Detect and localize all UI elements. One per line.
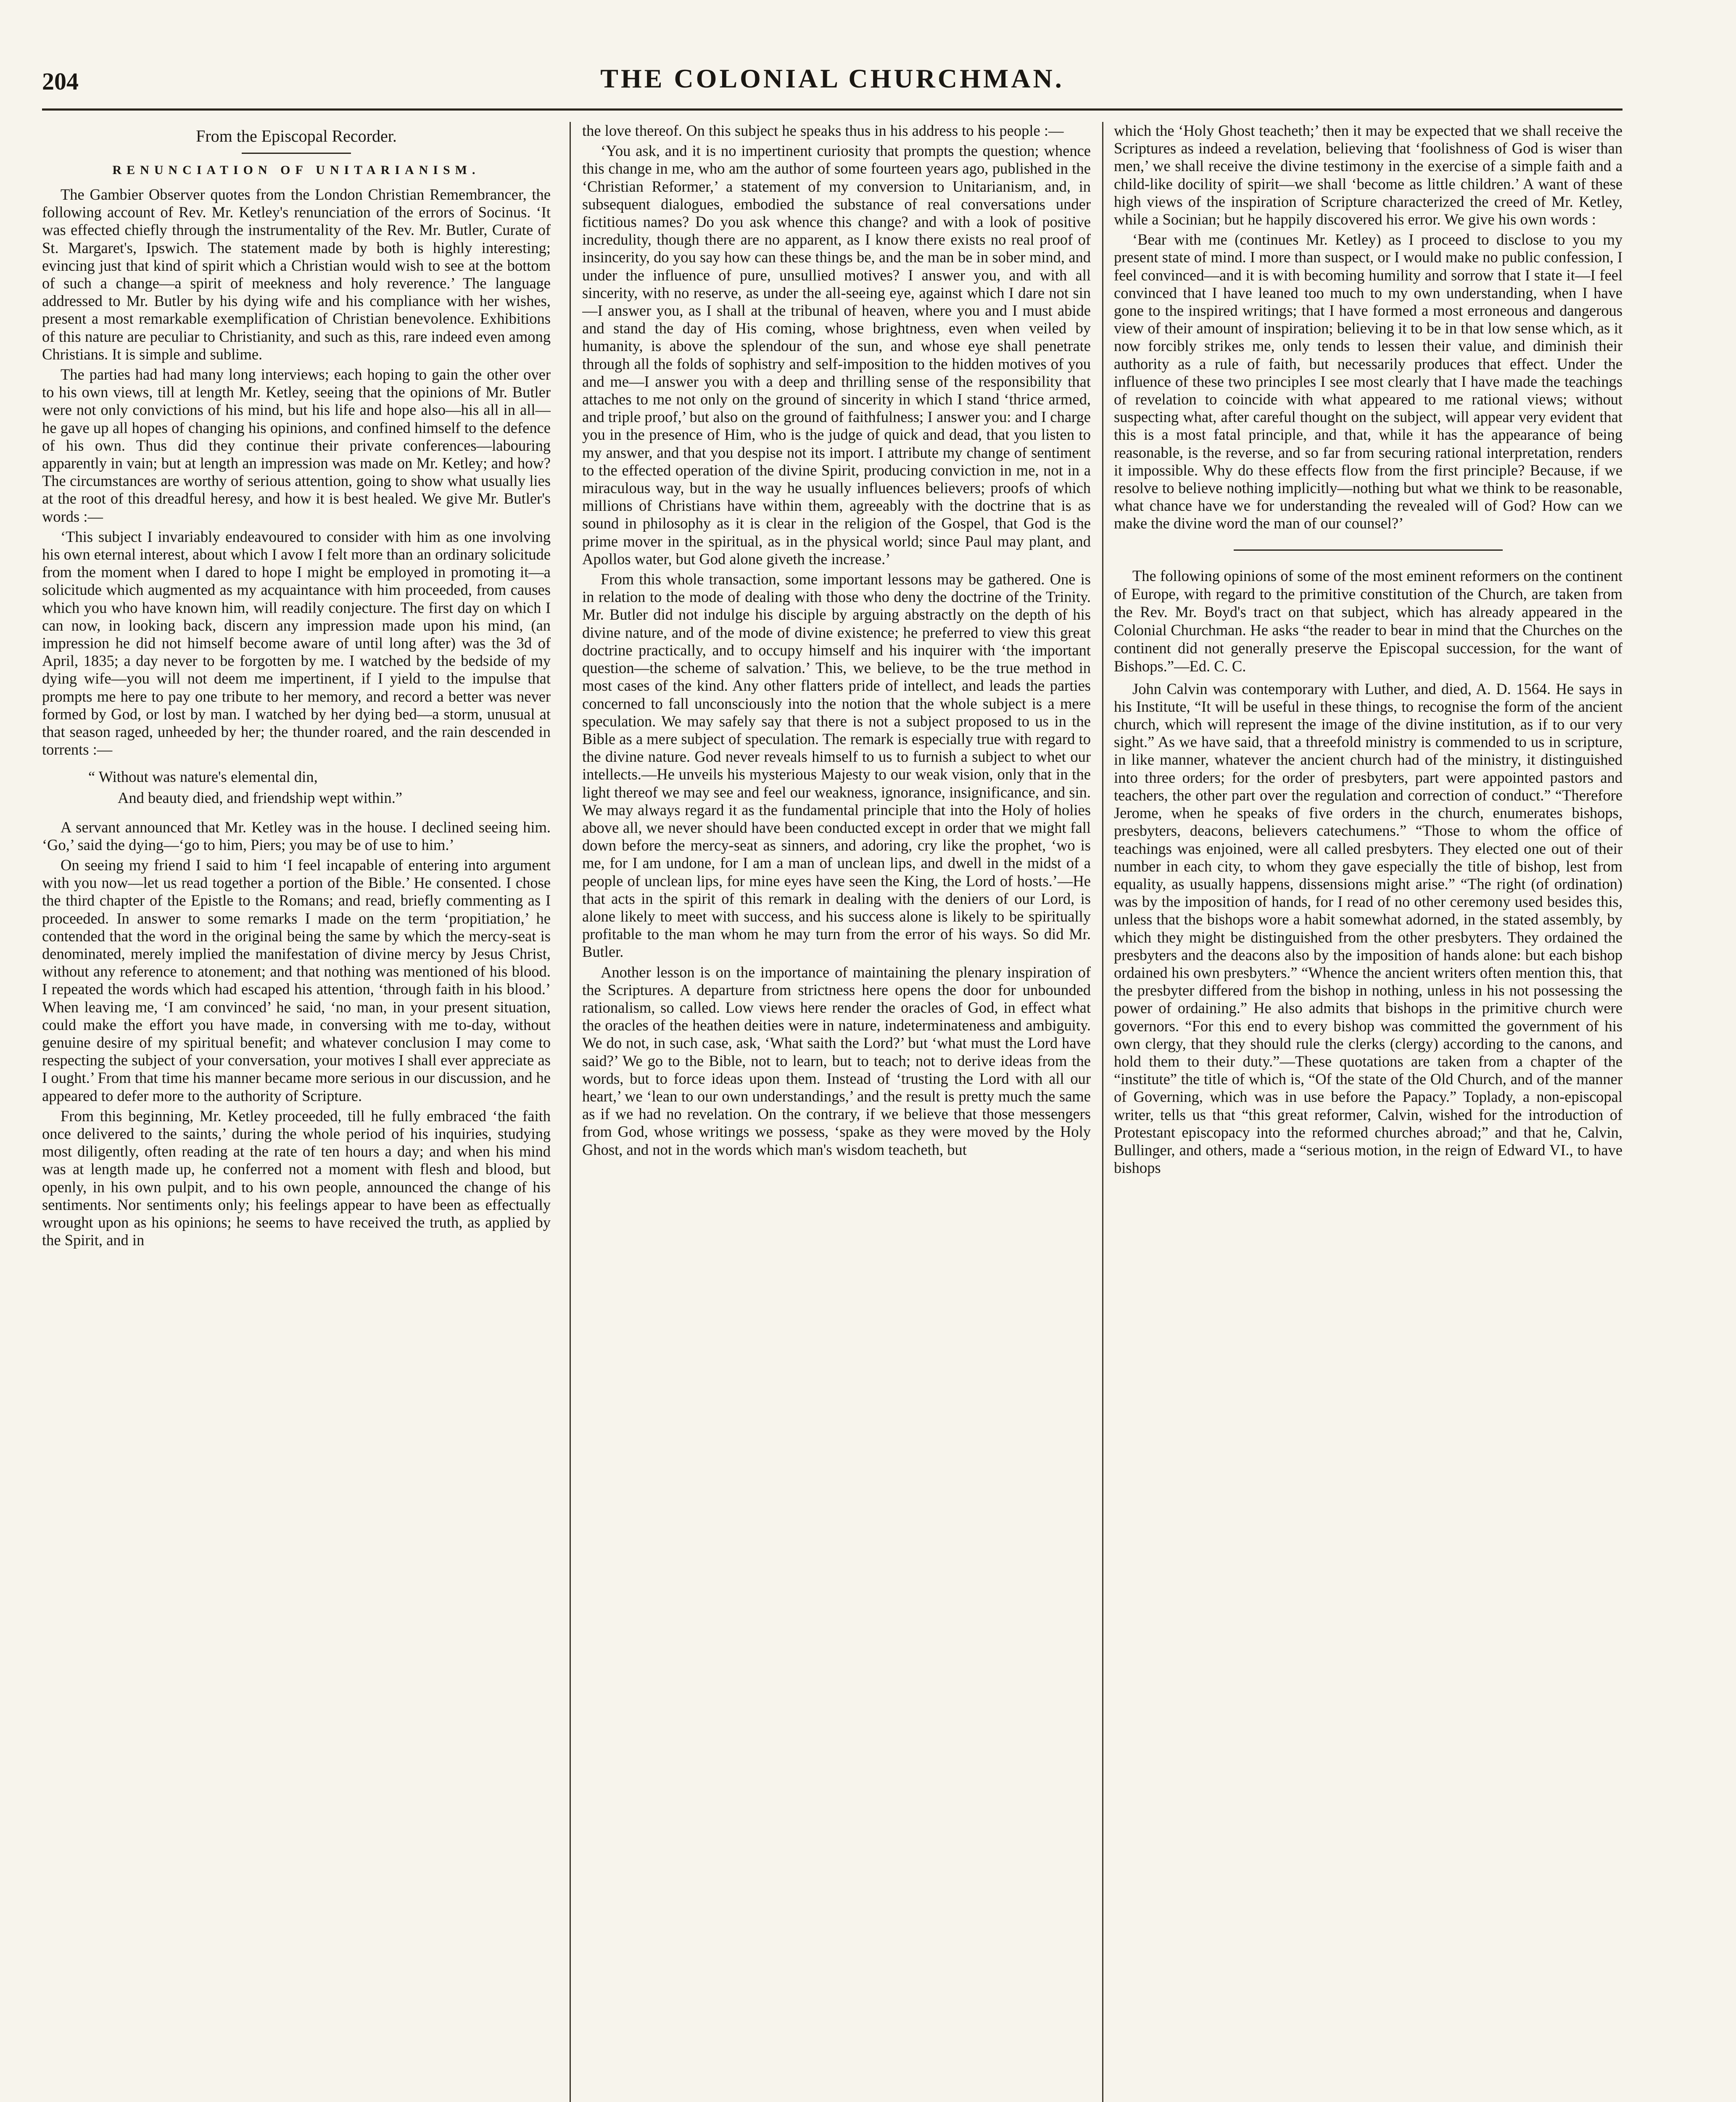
paragraph: On seeing my friend I said to him ‘I feel incapable of entering into argument with you now—let us read together a portion of the Bible.’ He consented. I chose the third chapter of the Epistle to the Romans; and read, briefly commenting as I proceeded. In answer to some remarks I made on the term ‘propitiation,’ he contended that the word in the original being the same by which the mercy-seat is denominated, merely implied the manifestation of divine mercy by Jesus Christ, without any reference to atonement; and that nothing was mentioned of his blood. I repeated the words which had escaped his attention, ‘through faith in his blood.’ When leaving me, ‘I am convinced’ he said, ‘no man, in your present situation, could make the effort you have made, in conversing with me to-day, without genuine desire of my spiritual benefit; and whatever conclusion I may come to respecting the subject of your conversation, your motives I shall ever appreciate as I ought.’ From that time his manner became more serious in our discussion, and he appeared to defer more to the authority of Scripture. (42, 856, 551, 1104)
paragraph: ‘You ask, and it is no impertinent curiosity that prompts the question; whence this change in me, who am the author of some fourteen years ago, published in the ‘Christian Reformer,’ a statement of my conversion to Unitarianism, and, in subsequent dialogues, embodied the substance of real conversations under fictitious names? Do you ask whence this change? and with a look of positive incredulity, though there are no apparent, as I know there exists no real proof of insincerity, do you say how can these things be, and the man be in sober mind, and under the influence of pure, unsullied motives? I answer you, and with all sincerity, with no reserve, as under the all-seeing eye, against which I dare not sin—I answer you, as I shall at the tribunal of heaven, where you and I must abide and stand the day of His coming, whose brightness, even when veiled by humanity, is above the splendour of the sun, and whose eye shall penetrate through all the folds of sophistry and self-imposition to the hidden motives of you and me—I answer you with a deep and thrilling sense of the responsibility that attaches to me not only on the ground of sincerity in which I stand ‘thrice armed, and triple proof,’ but also on the ground of faithfulness; I answer you: and I charge you in the presence of Him, who is the judge of quick and dead, that you listen to my answer, and that you despise not its import. I attribute my change of sentiment to the effected operation of the divine Spirit, producing conviction in me, not in a miraculous way, but in the way he usually influences believers; proofs of which millions of Christians have within them, agreeably with the doctrine that is as sound in philosophy as it is clear in the religion of the Gospel, that God is the prime mover in the spiritual, as in the physical world; since Paul may plant, and Apollos water, but God alone giveth the increase.’ (582, 142, 1091, 568)
header-rule (42, 108, 1623, 111)
verse-line: And beauty died, and friendship wept within.” (118, 789, 403, 806)
paragraph: the love thereof. On this subject he speaks thus in his address to his people :— (582, 122, 1064, 139)
verse-quote (88, 766, 551, 808)
running-title: THE COLONIAL CHURCHMAN. (600, 63, 1064, 93)
short-rule (242, 153, 351, 154)
paragraph: A servant announced that Mr. Ketley was in the house. I declined seeing him. ‘Go,’ said the dying—‘go to him, Piers; you may be of use to him.’ (42, 818, 551, 853)
paragraph: ‘Bear with me (continues Mr. Ketley) as I proceed to disclose to you my present state of mind. I more than suspect, or I would make no public confession, I feel convinced—and it is with becoming humility and sorrow that I state it—I feel convinced that I have leaned too much to my own understanding, when I have gone to the inspired writings; that I have formed a most erroneous and dangerous view of their amount of inspiration; believing it to be in that low sense which, as it now forcibly strikes me, only tends to lessen their value, and diminish their authority as a rule of faith, but necessarily produces that effect. Under the influence of these two principles I see most clearly that I have made the teachings of revelation to coincide with what appeared to me rational views; without suspecting what, after careful thought on the subject, will appear very evident that this is a most fatal principle, and that, while it has the appearance of being reasonable, is the reverse, and so far from securing rational interpretation, renders it impossible. Why do these effects flow from the first principle? Because, if we resolve to believe nothing implicitly—nothing but what we think to be reasonable, what chance have we for understanding the revealed will of God? How can we make the divine word the man of our counsel?’ (1114, 231, 1623, 532)
article-source: From the Episcopal Recorder. (196, 127, 397, 145)
column-1 (42, 122, 551, 2102)
column-divider (570, 122, 571, 2102)
article-intro: The following opinions of some of the most eminent reformers on the continent of Europe, with regard to the primitive constitution of the Church, are taken from the Rev. Mr. Boyd's tract on that subject, which has already appeared in the Colonial Churchman. He asks “the reader to bear in mind that the Churches on the continent did not generally preserve the Episcopal succession, for the want of Bishops.”—Ed. C. C. (1114, 567, 1623, 675)
paragraph: From this beginning, Mr. Ketley proceeded, till he fully embraced ‘the faith once delivered to the saints,’ during the whole period of his inquiries, studying most diligently, often reading at the rate of ten hours a day; and when his mind was at length made up, he conferred not a moment with flesh and blood, but openly, in his own pulpit, and to his own people, announced the change of his sentiments. Nor sentiments only; his feelings appear to have been as effectually wrought upon as his opinions; he seems to have received the truth, as applied by the Spirit, and in (42, 1107, 551, 1249)
paragraph: ‘This subject I invariably endeavoured to consider with him as one involving his own eternal interest, about which I avow I felt more than an ordinary solicitude from the moment when I dared to hope I might be employed in promoting it—a solicitude which augmented as my acquaintance with him proceeded, from causes which you who have known him, will readily conjecture. The first day on which I can now, in looking back, discern any impression made upon his mind, (an impression he did not himself become aware of until long after) was the 3d of April, 1835; a day never to be forgotten by me. I watched by the bedside of my dying wife—you will not deem me impertinent, if I yield to the impulse that prompts me here to pay one tribute to her memory, and record a better was never formed by God, or lost by man. I watched by her dying bed—a storm, unusual at that season raged, unheeded by her; the thunder roared, and the rain descended in torrents :— (42, 528, 551, 758)
page-number: 204 (42, 68, 79, 95)
section-rule (1234, 549, 1503, 551)
column-3 (1114, 122, 1623, 2102)
column-2 (582, 122, 1091, 2102)
paragraph: Another lesson is on the importance of maintaining the plenary inspiration of the Scriptures. A departure from strictness here opens the door for unbounded rationalism, so called. Low views here render the oracles of God, in effect what the oracles of the heathen deities were in nature, indeterminateness and ambiguity. We do not, in such case, ask, ‘What saith the Lord?’ but ‘what must the Lord have said?’ We go to the Bible, not to learn, but to teach; not to derive ideas from the words, but to force ideas upon them. Instead of ‘trusting the Lord with all our heart,’ we ‘lean to our own understandings,’ and the result is pretty much the same as if we had no revelation. On the contrary, if we believe that those messengers from God, whose writings we possess, ‘spake as they were moved by the Holy Ghost, and not in the words which man's wisdom teacheth, but (582, 963, 1091, 1158)
paragraph: John Calvin was contemporary with Luther, and died, A. D. 1564. He says in his Institute, “It will be useful in these things, to recognise the form of the ancient church, which will represent the image of the divine institution, as if to our very sight.” As we have said, that a threefold ministry is commended to us in scripture, in like manner, whatever the ancient church had of the ministry, it distinguished into three orders; for the order of presbyters, part were appointed pastors and teachers, the other part over the regulation and correction of conduct.” “Therefore Jerome, when he speaks of five orders in the church, enumerates bishops, presbyters, deacons, believers catechumens.” “Those to whom the office of teachings was enjoined, were all called presbyters. They elected one out of their number in each city, to whom they gave especially the title of bishop, lest from equality, as usually happens, dissensions might arise.” “The right (of ordination) was by the imposition of hands, for I read of no other ceremony used besides this, unless that the bishops wore a habit somewhat adorned, in the stated assembly, by which they might be distinguished from the other presbyters. They ordained the presbyters and the deacons also by the imposition of hands alone: but each bishop ordained his own presbyters.” “Whence the ancient writers often mention this, that the presbyter differed from the bishop in nothing, unless in his not possessing the power of ordaining.” He also admits that bishops in the primitive church were governors. “For this end to every bishop was committed the government of his own clergy, that they should rule the clerks (clergy) according to the canons, and hold them to their duty.”—These quotations are taken from a chapter of the “institute” the title of which is, “Of the state of the Old Church, and of the manner of Governing, which was in use before the Papacy.” Toplady, a non-episcopal writer, tells us that “this great reformer, Calvin, wished for the introduction of Protestant episcopacy into the reformed churches abroad;” and that he, Calvin, Bullinger, and others, made a “serious motion, in the reign of Edward VI., to have bishops (1114, 680, 1623, 1177)
page-header (42, 63, 1623, 109)
paragraph: The parties had had many long interviews; each hoping to gain the other over to his own views, till at length Mr. Ketley, seeing that the opinions of Mr. Butler were not only convictions of his mind, but his life and hope also—his all in all—he gave up all hopes of changing his opinions, and confined himself to the defence of his own. Thus did they continue their private conferences—labouring apparently in vain; but at length an impression was made on Mr. Ketley; and how? The circumstances are worthy of serious attention, going to show what usually lies at the root of this dreadful heresy, and how it is best healed. We give Mr. Butler's words :— (42, 366, 551, 525)
article-heading: RENUNCIATION OF UNITARIANISM. (112, 163, 480, 177)
column-divider (1102, 122, 1103, 2102)
paragraph: From this whole transaction, some important lessons may be gathered. One is in relation to the mode of dealing with those who deny the doctrine of the Trinity. Mr. Butler did not indulge his disciple by arguing abstractly on the depth of his divine nature, and of the mode of divine existence; he preferred to view this great doctrine practically, and to occupy himself and his inquirer with ‘the important question—the scheme of salvation.’ This, we believe, to be the true method in most cases of the kind. Any other flatters pride of intellect, and leads the parties concerned to fall unconsciously into the notion that the whole subject is a mere speculation. We may safely say that there is not a subject proposed to us in the Bible as a mere subject of speculation. The remark is especially true with regard to the divine nature. God never reveals himself to us to furnish a subject to whet our intellects.—He unveils his mysterious Majesty to our weak vision, only that in the light thereof we may see and feel our weakness, ignorance, insignificance, and sin. We may always regard it as the fundamental principle that into the Holy of holies above all, we never should have been conducted except in order that we might fall down before the mercy-seat as sinners, and adoring, cry like the prophet, ‘wo is me, for I am undone, for I am a man of unclean lips, and dwell in the midst of a people of unclean lips, for mine eyes have seen the King, the Lord of hosts.’—He that acts in the spirit of this remark in dealing with the deniers of our Lord, is alone likely to meet with success, and his success alone is likely to be spiritually profitable to the man whom he may turn from the error of his ways. So did Mr. Butler. (582, 570, 1091, 961)
paragraph: which the ‘Holy Ghost teacheth;’ then it may be expected that we shall receive the Scriptures as indeed a revelation, believing that ‘foolishness of God is wiser than men,’ we shall receive the divine testimony in the exercise of a simple faith and a child-like docility of spirit—we shall ‘become as little children.’ A want of these high views of the inspiration of Scripture characterized the creed of Mr. Ketley, while a Socinian; but he happily discovered his error. We give his own words : (1114, 122, 1623, 228)
paragraph: The Gambier Observer quotes from the London Christian Remembrancer, the following account of Rev. Mr. Ketley's renunciation of the errors of Socinus. ‘It was effected chiefly through the instrumentality of the Rev. Mr. Butler, Curate of St. Margaret's, Ipswich. The statement made by both is highly interesting; evincing just that kind of spirit which a Christian would wish to see at the bottom of such a change—a spirit of meekness and holy reverence.’ The language addressed to Mr. Butler by his dying wife and his compliance with her wishes, present a most remarkable exemplification of Christian benevolence. Exhibitions of this nature are peculiar to Christianity, and such as this, rare indeed even among Christians. It is simple and sublime. (42, 186, 551, 363)
verse-line: “ Without was nature's elemental din, (88, 768, 318, 785)
